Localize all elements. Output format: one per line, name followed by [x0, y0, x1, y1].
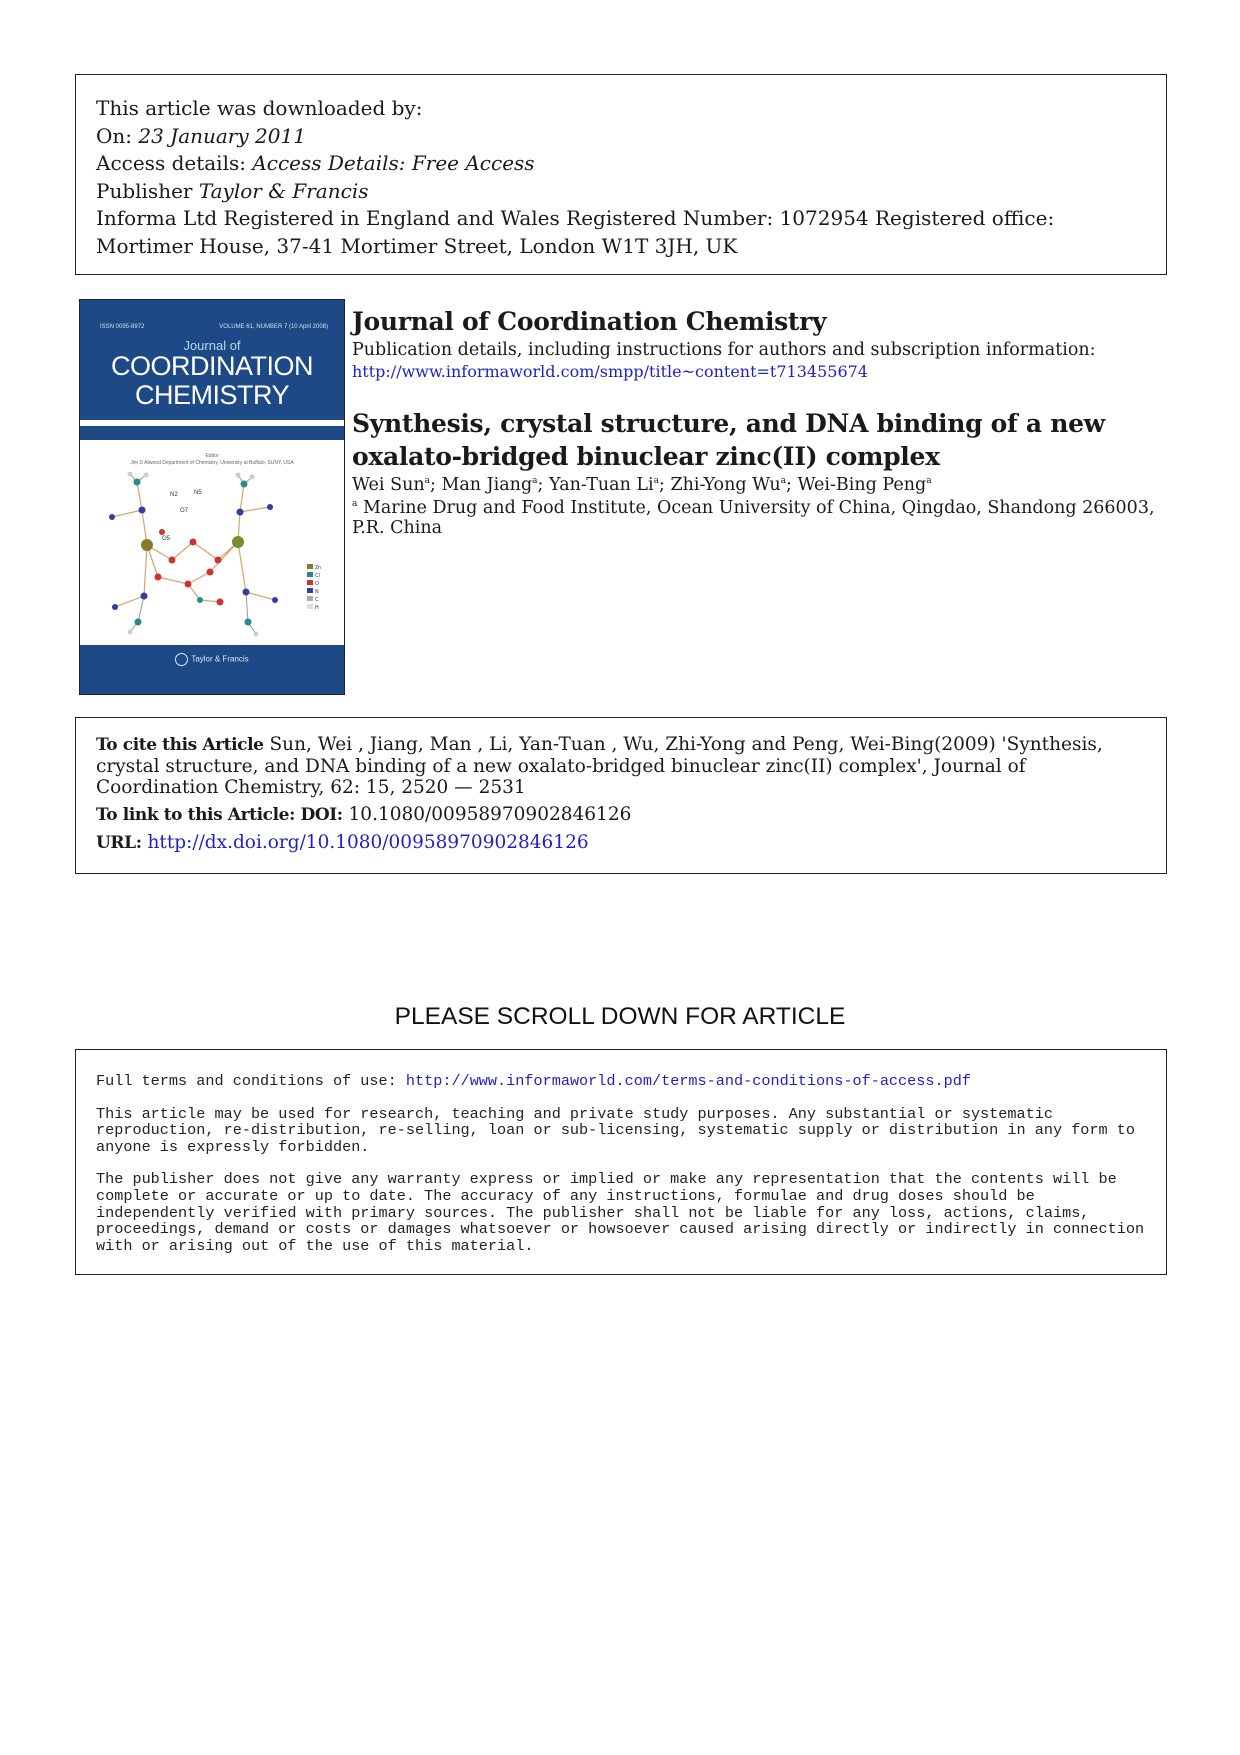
author-affil-sup: a	[780, 476, 787, 487]
legend-label: H	[315, 605, 319, 611]
cover-editor-label: Editor	[205, 453, 219, 459]
usage-paragraph: This article may be used for research, teaching and private study purposes. Any substantial or systematic reproduction, re-distribution, re-selling, loan or sub-licensing, systematic supply or distribution in any form to anyone is expressly forbidden.	[96, 1104, 1135, 1156]
journal-title: Journal of Coordination Chemistry	[352, 307, 827, 336]
cite-label: To cite this Article	[96, 735, 264, 755]
doi-label: To link to this Article: DOI:	[96, 805, 343, 825]
terms-url-link[interactable]: http://www.informaworld.com/terms-and-conditions-of-access.pdf	[405, 1072, 971, 1090]
terms-line	[96, 1073, 1146, 1090]
terms-box	[75, 1049, 1167, 1275]
affiliation-sup: a	[352, 499, 358, 510]
scroll-down-notice: PLEASE SCROLL DOWN FOR ARTICLE	[394, 1003, 846, 1030]
journal-cover-image	[79, 299, 345, 695]
affiliation	[352, 498, 1172, 538]
affiliation-text: Marine Drug and Food Institute, Ocean University of China, Qingdao, Shandong 266003, P.R. China	[352, 498, 1155, 538]
publisher-label: Publisher	[96, 178, 199, 203]
author-affil-sup: a	[424, 476, 430, 487]
doi-url-link[interactable]: http://dx.doi.org/10.1080/00958970902846126	[147, 832, 589, 853]
cover-title-line1: COORDINATION	[111, 351, 313, 381]
disclaimer-paragraph: The publisher does not give any warranty express or implied or make any representation that the contents will be complete or accurate or up to date. The accuracy of any instructions, formulae and drug doses should be independently verified with primary sources. The publisher shall not be liable for any loss, actions, claims, proceedings, demand or costs or damages whatsoever or howsoever caused arising directly or indirectly in connection with or arising out of the use of this material.	[96, 1170, 1145, 1255]
author-name: Wei Sun	[352, 475, 425, 495]
citation-box	[75, 717, 1167, 874]
url-row	[96, 832, 1146, 854]
publisher-line	[96, 178, 1146, 206]
on-date-line	[96, 123, 1146, 151]
registration-text: Informa Ltd Registered in England and Wales Registered Number: 1072954 Registered office: Mortimer House, 37-41 Mortimer Street, London W1T 3JH, UK	[96, 206, 1055, 258]
on-label: On:	[96, 123, 139, 148]
url-label: URL:	[96, 833, 142, 853]
legend-label: Cl	[315, 573, 320, 579]
download-info-box	[75, 74, 1167, 275]
cover-issn: ISSN 0095-8972	[100, 324, 145, 330]
journal-url-link[interactable]: http://www.informaworld.com/smpp/title~content=t713455674	[352, 362, 868, 381]
doi-row	[96, 804, 1146, 826]
author-name: Man Jiang	[441, 475, 533, 495]
cite-text: Sun, Wei , Jiang, Man , Li, Yan-Tuan , Wu, Zhi-Yong and Peng, Wei-Bing(2009) 'Synthesis, crystal structure, and DNA binding of a new oxalato-bridged binuclear zinc(II) complex', Journal of Coordination Chemistry, 62: 15, 2520 — 2531	[96, 734, 1103, 798]
author-name: Wei-Bing Peng	[797, 475, 927, 495]
cite-row	[96, 734, 1146, 798]
atom-label: N5	[194, 490, 202, 496]
element-legend	[307, 564, 321, 611]
access-details-line	[96, 150, 1146, 178]
author-name: Zhi-Yong Wu	[670, 475, 781, 495]
cover-stripe	[80, 426, 344, 440]
cover-journal-of: Journal of	[183, 338, 241, 353]
atom-label: N2	[170, 492, 178, 498]
publisher-logo-text: Taylor & Francis	[191, 654, 249, 664]
access-label: Access details:	[96, 151, 253, 175]
atom-label: O7	[180, 508, 189, 514]
cover-volume: VOLUME 61, NUMBER 7 (10 April 2008)	[219, 324, 328, 330]
author-name: Yan-Tuan Li	[549, 475, 654, 495]
on-date-value: 23 January 2011	[138, 123, 306, 148]
legend-label: Zn	[315, 565, 321, 571]
access-value: Access Details: Free Access	[252, 151, 535, 175]
publisher-logo-icon	[175, 653, 188, 666]
author-affil-sup: a	[926, 476, 932, 487]
journal-info	[352, 307, 1172, 538]
publisher-value: Taylor & Francis	[198, 178, 369, 203]
cover-editor-name: Jim D Atwood Department of Chemistry, University at Buffalo, SUNY, USA	[130, 460, 294, 466]
atom-label: O5	[162, 536, 171, 542]
legend-label: O	[315, 581, 319, 587]
downloaded-by-line: This article was downloaded by:	[96, 96, 423, 120]
molecule-structure-illustration	[80, 472, 343, 644]
legend-label: N	[315, 589, 319, 595]
author-affil-sup: a	[532, 476, 538, 487]
publication-details: Publication details, including instructions for authors and subscription information:	[352, 340, 1096, 360]
author-list: Wei Sun$^a$; Man Jiang$^a$; Yan-Tuan Li$^a$; Zhi-Yong Wu$^a$; Wei-Bing Peng$^a$	[352, 475, 932, 495]
publisher-logo	[80, 653, 344, 666]
cover-title-line2: CHEMISTRY	[134, 380, 290, 410]
cover-editor	[80, 453, 344, 467]
doi-value: 10.1080/00958970902846126	[342, 804, 632, 825]
author-affil-sup: a	[653, 476, 660, 487]
legend-label: C	[315, 597, 319, 603]
terms-label: Full terms and conditions of use:	[96, 1072, 406, 1090]
article-title: Synthesis, crystal structure, and DNA binding of a new oxalato-bridged binuclear zinc(II) complex	[352, 409, 1105, 471]
